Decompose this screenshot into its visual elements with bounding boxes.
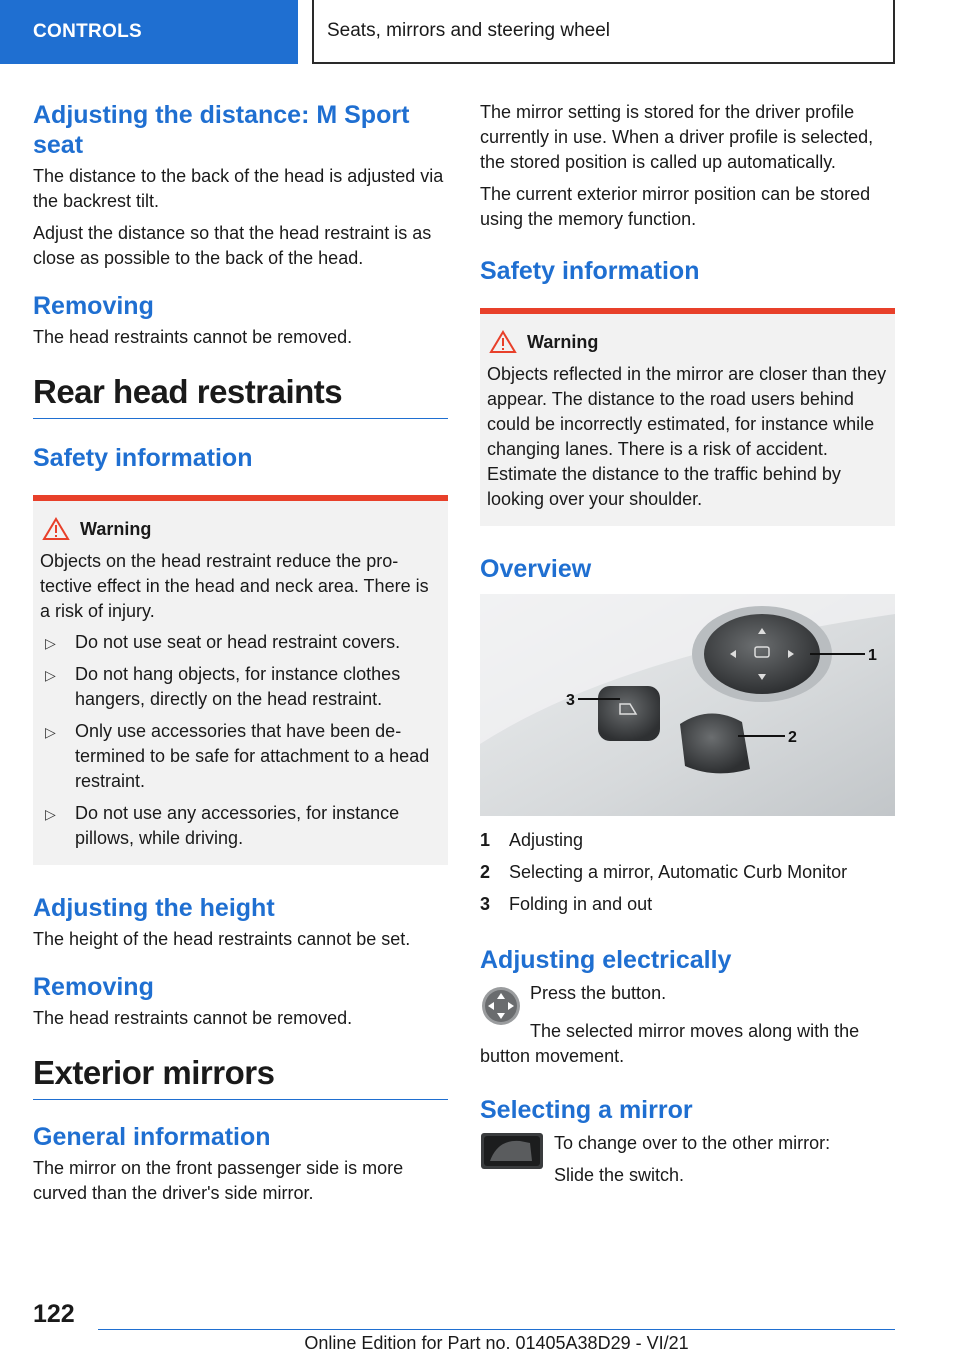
adjust-electric-heading: Adjusting electrically bbox=[480, 946, 732, 974]
general-info-heading: General information bbox=[33, 1123, 271, 1151]
warning-box-right bbox=[480, 308, 895, 526]
select-mirror-heading: Selecting a mirror bbox=[480, 1096, 693, 1124]
right-column bbox=[480, 100, 895, 1195]
warning-text-left: Objects on the head restraint reduce the protective effect in the head and neck area. There is a risk of injury. bbox=[40, 551, 429, 621]
select-mirror-row bbox=[480, 1131, 895, 1195]
warning-label-left: Warning bbox=[80, 518, 152, 539]
memory-paragraph-2: The current exterior mirror position can be stored using the memory function. bbox=[480, 184, 871, 229]
left-column bbox=[33, 100, 448, 1213]
adjust-electric-text-1: Press the button. bbox=[530, 983, 667, 1003]
callout-1: 1 bbox=[868, 647, 877, 664]
overview-heading: Overview bbox=[480, 555, 592, 583]
distance-paragraph-1: The distance to the back of the head is adjusted via the backrest tilt. bbox=[33, 166, 444, 211]
legend-item: 2 Selecting a mirror, Automatic Curb Monitor bbox=[480, 862, 848, 882]
exterior-heading-block bbox=[33, 1053, 448, 1100]
warning-box-left bbox=[33, 495, 448, 865]
footer-rule bbox=[98, 1329, 895, 1330]
removing-heading-1: Removing bbox=[33, 292, 154, 320]
footer-edition: Online Edition for Part no. 01405A38D29 - VI/21 bbox=[304, 1333, 689, 1353]
distance-heading: Adjusting the distance: M Sport seat bbox=[33, 101, 410, 159]
list-item: ▷ Do not use any accessories, for instance pillows, while driving. bbox=[45, 803, 400, 848]
warning-triangle-icon bbox=[487, 330, 527, 354]
header-chapter-title: Seats, mirrors and steering wheel bbox=[312, 0, 895, 64]
callout-2: 2 bbox=[788, 729, 797, 746]
mirror-adjust-button-icon bbox=[480, 985, 522, 1027]
height-text: The height of the head restraints cannot be set. bbox=[33, 929, 411, 949]
rear-heading-block bbox=[33, 372, 448, 419]
distance-paragraph-2: Adjust the distance so that the head restraint is as close as possible to the back of the head. bbox=[33, 223, 432, 268]
bullet-triangle-icon: ▷ bbox=[45, 635, 56, 651]
exterior-mirrors-heading: Exterior mirrors bbox=[33, 1054, 275, 1091]
legend-item: 3 Folding in and out bbox=[480, 894, 653, 914]
safety-heading-right: Safety information bbox=[480, 257, 700, 285]
mirror-controls-photo bbox=[480, 594, 895, 816]
mirror-select-switch-icon bbox=[480, 1131, 544, 1171]
warning-title-left bbox=[40, 517, 441, 541]
warning-triangle-icon bbox=[40, 517, 80, 541]
legend-item: 1 Adjusting bbox=[480, 830, 584, 850]
rear-head-restraints-heading: Rear head restraints bbox=[33, 373, 343, 410]
safety-heading-left: Safety information bbox=[33, 444, 253, 472]
header-section-tab: CONTROLS bbox=[0, 0, 298, 64]
list-item: ▷ Do not hang objects, for instance clothes hangers, directly on the head restraint. bbox=[45, 664, 401, 709]
warning-list bbox=[40, 630, 441, 851]
memory-paragraph-1: The mirror setting is stored for the driver profile currently in use. When a driver profile is selected, the stored position is called up automatically. bbox=[480, 102, 874, 172]
warning-text-right: Objects reflected in the mirror are closer than they appear. The distance to the road users behind could be incorrectly estimated, for instance while changing lanes. There is a risk of accident. Estimate the distance to the traffic behind by looking over your shoulder. bbox=[487, 364, 887, 509]
page-number: 122 bbox=[33, 1300, 75, 1328]
list-item: ▷ Only use accessories that have been determined to be safe for attachment to a head restraint. bbox=[45, 721, 430, 791]
height-heading: Adjusting the height bbox=[33, 894, 275, 922]
removing-text-1: The head restraints cannot be removed. bbox=[33, 327, 353, 347]
removing-heading-2: Removing bbox=[33, 973, 154, 1001]
adjust-electric-text-2: The selected mirror moves along with the button movement. bbox=[480, 1021, 860, 1066]
callout-3: 3 bbox=[566, 692, 575, 709]
select-mirror-text-2: Slide the switch. bbox=[554, 1165, 685, 1185]
general-info-text: The mirror on the front passenger side is more curved than the driver's side mirror. bbox=[33, 1158, 404, 1203]
select-mirror-text-1: To change over to the other mirror: bbox=[554, 1133, 831, 1153]
removing-text-2: The head restraints cannot be removed. bbox=[33, 1008, 353, 1028]
warning-label-right: Warning bbox=[527, 331, 599, 352]
bullet-triangle-icon: ▷ bbox=[45, 724, 56, 740]
warning-title-right bbox=[487, 330, 888, 354]
list-item: ▷ Do not use seat or head restraint covers. bbox=[40, 630, 441, 655]
bullet-triangle-icon: ▷ bbox=[45, 806, 56, 822]
bullet-triangle-icon: ▷ bbox=[45, 667, 56, 683]
